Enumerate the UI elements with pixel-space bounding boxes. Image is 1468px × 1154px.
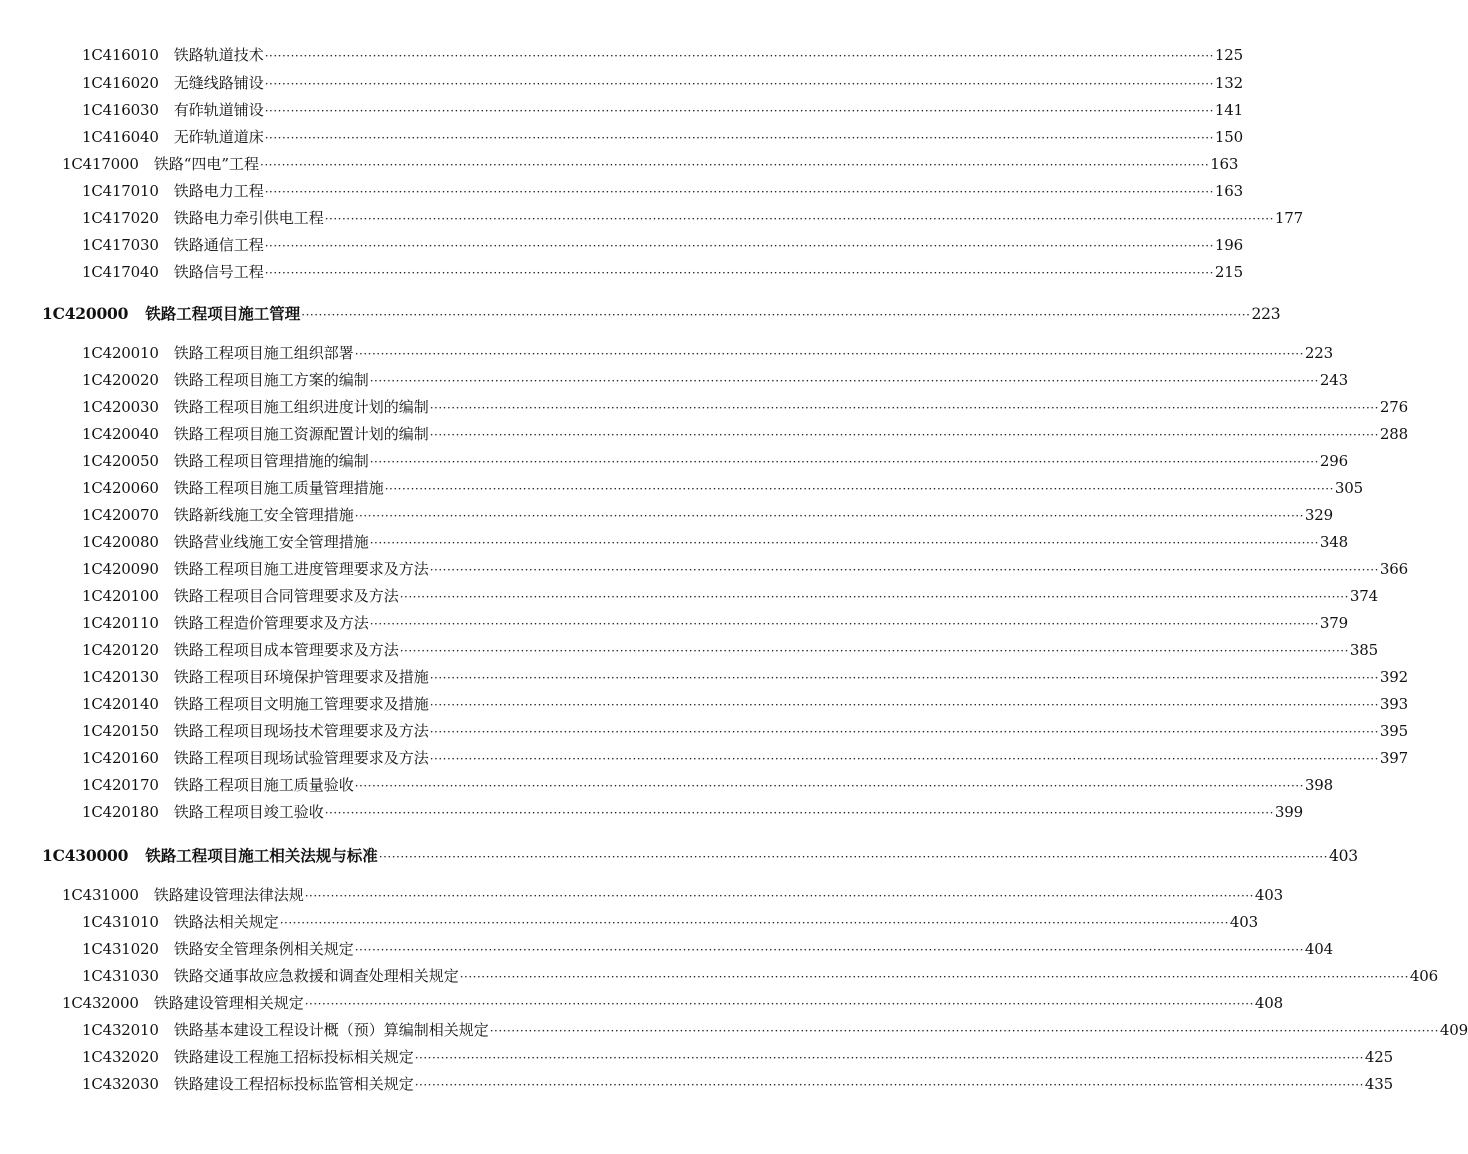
toc-page-number: 223 <box>1251 305 1281 323</box>
toc-dot-leader: ···························································································································································································································· <box>399 590 1349 604</box>
toc-entry <box>82 45 1243 65</box>
toc-entry <box>82 939 1333 959</box>
toc-page-number: 385 <box>1349 641 1378 659</box>
toc-dot-leader: ···························································································································································································································· <box>369 536 1319 550</box>
toc-entry-code: 1C420180 <box>82 803 159 821</box>
toc-entry-code: 1C432030 <box>82 1075 159 1093</box>
toc-entry-code: 1C420140 <box>82 695 159 713</box>
toc-entry-code: 1C420120 <box>82 641 159 659</box>
toc-entry-code: 1C420050 <box>82 452 159 470</box>
toc-entry <box>82 532 1348 552</box>
toc-entry-code: 1C420150 <box>82 722 159 740</box>
toc-entry-code: 1C420090 <box>82 560 159 578</box>
toc-page-number: 409 <box>1439 1021 1468 1039</box>
toc-dot-leader: ···························································································································································································································· <box>279 916 1229 930</box>
toc-page-number: 393 <box>1379 695 1408 713</box>
toc-entry-code: 1C416030 <box>82 101 159 119</box>
toc-entry-title: 铁路交通事故应急救援和调查处理相关规定 <box>173 967 459 985</box>
toc-entry <box>82 694 1408 714</box>
toc-dot-leader: ···························································································································································································································· <box>354 779 1304 793</box>
toc-page-number: 223 <box>1304 344 1333 362</box>
toc-section-heading <box>42 304 1281 324</box>
toc-entry-code: 1C416020 <box>82 74 159 92</box>
toc-page-number: 288 <box>1379 425 1408 443</box>
toc-page-number: 392 <box>1379 668 1408 686</box>
toc-entry-code: 1C416040 <box>82 128 159 146</box>
toc-page-number: 366 <box>1379 560 1408 578</box>
toc-dot-leader: ···························································································································································································································· <box>260 158 1210 172</box>
toc-entry <box>82 640 1378 660</box>
toc-entry-code: 1C432000 <box>62 994 139 1012</box>
toc-entry <box>82 667 1408 687</box>
toc-dot-leader: ···························································································································································································································· <box>369 617 1319 631</box>
toc-page-number: 435 <box>1364 1075 1393 1093</box>
toc-entry-code: 1C417030 <box>82 236 159 254</box>
toc-entry-code: 1C420130 <box>82 668 159 686</box>
toc-entry-code: 1C420000 <box>42 304 129 323</box>
toc-entry-title: 铁路建设管理相关规定 <box>153 994 304 1012</box>
toc-entry-title: 铁路工程项目成本管理要求及方法 <box>173 641 399 659</box>
toc-entry <box>82 262 1243 282</box>
toc-page-number: 163 <box>1210 155 1239 173</box>
toc-entry-code: 1C432020 <box>82 1048 159 1066</box>
toc-dot-leader: ···························································································································································································································· <box>429 698 1379 712</box>
toc-entry <box>82 208 1303 228</box>
toc-entry <box>82 478 1363 498</box>
toc-entry <box>82 451 1348 471</box>
toc-dot-leader: ···························································································································································································································· <box>264 77 1214 91</box>
toc-entry-title: 铁路建设工程施工招标投标相关规定 <box>173 1048 414 1066</box>
toc-dot-leader: ···························································································································································································································· <box>429 752 1379 766</box>
toc-entry-title: 铁路工程项目施工组织进度计划的编制 <box>173 398 429 416</box>
toc-entry-title: 无砟轨道道床 <box>173 128 264 146</box>
toc-entry <box>82 586 1378 606</box>
toc-dot-leader: ···························································································································································································································· <box>324 212 1274 226</box>
toc-entry <box>82 1047 1393 1067</box>
toc-page-number: 406 <box>1409 967 1438 985</box>
toc-entry-title: 无缝线路铺设 <box>173 74 264 92</box>
toc-entry-title: 铁路工程项目环境保护管理要求及措施 <box>173 668 429 686</box>
toc-page-number: 150 <box>1214 128 1243 146</box>
toc-dot-leader: ···························································································································································································································· <box>399 644 1349 658</box>
toc-entry-title: 铁路新线施工安全管理措施 <box>173 506 354 524</box>
toc-page-number: 141 <box>1214 101 1243 119</box>
toc-entry-code: 1C420060 <box>82 479 159 497</box>
toc-entry-title: 铁路“四电”工程 <box>153 155 260 173</box>
toc-entry-title: 铁路法相关规定 <box>173 913 279 931</box>
toc-entry-code: 1C431020 <box>82 940 159 958</box>
toc-entry <box>82 721 1408 741</box>
toc-entry-title: 铁路工程项目管理措施的编制 <box>173 452 369 470</box>
toc-entry-title: 铁路工程项目合同管理要求及方法 <box>173 587 399 605</box>
toc-dot-leader: ···························································································································································································································· <box>489 1024 1439 1038</box>
toc-dot-leader: ···························································································································································································································· <box>429 401 1379 415</box>
toc-entry-code: 1C431030 <box>82 967 159 985</box>
toc-page-number: 305 <box>1334 479 1363 497</box>
toc-entry-code: 1C430000 <box>42 846 129 865</box>
toc-dot-leader: ···························································································································································································································· <box>414 1078 1364 1092</box>
toc-entry-title: 有砟轨道铺设 <box>173 101 264 119</box>
toc-entry-code: 1C420010 <box>82 344 159 362</box>
toc-entry-code: 1C431000 <box>62 886 139 904</box>
toc-entry-code: 1C420030 <box>82 398 159 416</box>
toc-entry-title: 铁路工程项目施工管理 <box>145 304 301 323</box>
toc-page-number: 408 <box>1254 994 1283 1012</box>
toc-dot-leader: ···························································································································································································································· <box>384 482 1334 496</box>
toc-page-number: 403 <box>1229 913 1258 931</box>
toc-page-number: 177 <box>1274 209 1303 227</box>
toc-page-number: 398 <box>1304 776 1333 794</box>
toc-entry <box>82 748 1408 768</box>
toc-entry-code: 1C420100 <box>82 587 159 605</box>
toc-dot-leader: ···························································································································································································································· <box>354 347 1304 361</box>
toc-entry-code: 1C420070 <box>82 506 159 524</box>
toc-dot-leader: ···························································································································································································································· <box>459 970 1409 984</box>
toc-page-number: 404 <box>1304 940 1333 958</box>
toc-entry <box>82 100 1243 120</box>
toc-page-number: 196 <box>1214 236 1243 254</box>
toc-entry-title: 铁路工程项目施工质量验收 <box>173 776 354 794</box>
toc-entry <box>82 559 1408 579</box>
toc-page-number: 395 <box>1379 722 1408 740</box>
toc-entry-code: 1C417010 <box>82 182 159 200</box>
toc-page-number: 403 <box>1254 886 1283 904</box>
toc-entry-title: 铁路工程项目施工进度管理要求及方法 <box>173 560 429 578</box>
toc-entry <box>82 1020 1468 1040</box>
toc-entry-code: 1C431010 <box>82 913 159 931</box>
toc-entry-title: 铁路工程项目施工组织部署 <box>173 344 354 362</box>
toc-dot-leader: ···························································································································································································································· <box>354 509 1304 523</box>
toc-entry <box>82 424 1408 444</box>
toc-entry-code: 1C432010 <box>82 1021 159 1039</box>
toc-entry <box>82 775 1333 795</box>
toc-entry-code: 1C420080 <box>82 533 159 551</box>
toc-page-number: 397 <box>1379 749 1408 767</box>
toc-entry-code: 1C417000 <box>62 155 139 173</box>
toc-page-number: 125 <box>1214 46 1243 64</box>
toc-entry-title: 铁路工程项目施工相关法规与标准 <box>145 846 378 865</box>
toc-entry <box>82 613 1348 633</box>
toc-entry-title: 铁路电力工程 <box>173 182 264 200</box>
toc-page-number: 296 <box>1319 452 1348 470</box>
toc-dot-leader: ···························································································································································································································· <box>354 943 1304 957</box>
toc-entry <box>82 802 1303 822</box>
toc-page-number: 163 <box>1214 182 1243 200</box>
toc-entry-title: 铁路轨道技术 <box>173 46 264 64</box>
toc-entry <box>82 235 1243 255</box>
toc-dot-leader: ···························································································································································································································· <box>264 266 1214 280</box>
toc-entry-title: 铁路通信工程 <box>173 236 264 254</box>
toc-dot-leader: ···························································································································································································································· <box>429 671 1379 685</box>
toc-chapter-entry <box>62 154 1239 174</box>
toc-page-number: 425 <box>1364 1048 1393 1066</box>
toc-entry-title: 铁路工程项目施工资源配置计划的编制 <box>173 425 429 443</box>
toc-entry-title: 铁路工程项目现场试验管理要求及方法 <box>173 749 429 767</box>
toc-entry-code: 1C420020 <box>82 371 159 389</box>
toc-dot-leader: ···························································································································································································································· <box>324 806 1274 820</box>
toc-entry <box>82 397 1408 417</box>
toc-entry-title: 铁路基本建设工程设计概（预）算编制相关规定 <box>173 1021 489 1039</box>
toc-entry-title: 铁路工程项目竣工验收 <box>173 803 324 821</box>
toc-page-number: 132 <box>1214 74 1243 92</box>
toc-entry-code: 1C417020 <box>82 209 159 227</box>
toc-entry-title: 铁路信号工程 <box>173 263 264 281</box>
toc-dot-leader: ···························································································································································································································· <box>301 308 1251 322</box>
toc-page-number: 215 <box>1214 263 1243 281</box>
toc-dot-leader: ···························································································································································································································· <box>264 185 1214 199</box>
toc-dot-leader: ···························································································································································································································· <box>304 997 1254 1011</box>
toc-dot-leader: ···························································································································································································································· <box>264 131 1214 145</box>
toc-page-number: 399 <box>1274 803 1303 821</box>
toc-entry-title: 铁路工程造价管理要求及方法 <box>173 614 369 632</box>
toc-entry <box>82 127 1243 147</box>
toc-entry-title: 铁路营业线施工安全管理措施 <box>173 533 369 551</box>
toc-section-heading <box>42 846 1358 866</box>
toc-dot-leader: ···························································································································································································································· <box>369 455 1319 469</box>
toc-dot-leader: ···························································································································································································································· <box>429 725 1379 739</box>
toc-entry-title: 铁路安全管理条例相关规定 <box>173 940 354 958</box>
toc-page-number: 379 <box>1319 614 1348 632</box>
toc-entry-title: 铁路工程项目现场技术管理要求及方法 <box>173 722 429 740</box>
toc-entry <box>82 370 1348 390</box>
toc-page-number: 276 <box>1379 398 1408 416</box>
toc-dot-leader: ···························································································································································································································· <box>378 850 1328 864</box>
toc-entry-code: 1C420110 <box>82 614 159 632</box>
toc-chapter-entry <box>62 993 1283 1013</box>
toc-entry-code: 1C420040 <box>82 425 159 443</box>
toc-dot-leader: ···························································································································································································································· <box>414 1051 1364 1065</box>
toc-page-number: 403 <box>1328 847 1358 865</box>
toc-page-number: 329 <box>1304 506 1333 524</box>
toc-entry-code: 1C417040 <box>82 263 159 281</box>
toc-dot-leader: ···························································································································································································································· <box>264 104 1214 118</box>
toc-page-number: 374 <box>1349 587 1378 605</box>
toc-entry <box>82 181 1243 201</box>
toc-dot-leader: ···························································································································································································································· <box>304 889 1254 903</box>
toc-dot-leader: ···························································································································································································································· <box>264 239 1214 253</box>
toc-entry-title: 铁路工程项目施工质量管理措施 <box>173 479 384 497</box>
toc-entry <box>82 343 1333 363</box>
toc-dot-leader: ···························································································································································································································· <box>429 428 1379 442</box>
toc-entry-code: 1C416010 <box>82 46 159 64</box>
toc-dot-leader: ···························································································································································································································· <box>429 563 1379 577</box>
toc-page-number: 243 <box>1319 371 1348 389</box>
toc-entry-code: 1C420170 <box>82 776 159 794</box>
toc-dot-leader: ···························································································································································································································· <box>369 374 1319 388</box>
toc-entry-title: 铁路工程项目文明施工管理要求及措施 <box>173 695 429 713</box>
toc-entry-title: 铁路电力牵引供电工程 <box>173 209 324 227</box>
toc-dot-leader: ···························································································································································································································· <box>264 49 1214 63</box>
toc-entry <box>82 912 1258 932</box>
toc-entry-title: 铁路建设管理法律法规 <box>153 886 304 904</box>
toc-chapter-entry <box>62 885 1283 905</box>
toc-entry <box>82 73 1243 93</box>
toc-entry-title: 铁路建设工程招标投标监管相关规定 <box>173 1075 414 1093</box>
toc-entry-title: 铁路工程项目施工方案的编制 <box>173 371 369 389</box>
toc-page-number: 348 <box>1319 533 1348 551</box>
toc-entry <box>82 966 1438 986</box>
toc-entry <box>82 1074 1393 1094</box>
toc-entry-code: 1C420160 <box>82 749 159 767</box>
toc-entry <box>82 505 1333 525</box>
